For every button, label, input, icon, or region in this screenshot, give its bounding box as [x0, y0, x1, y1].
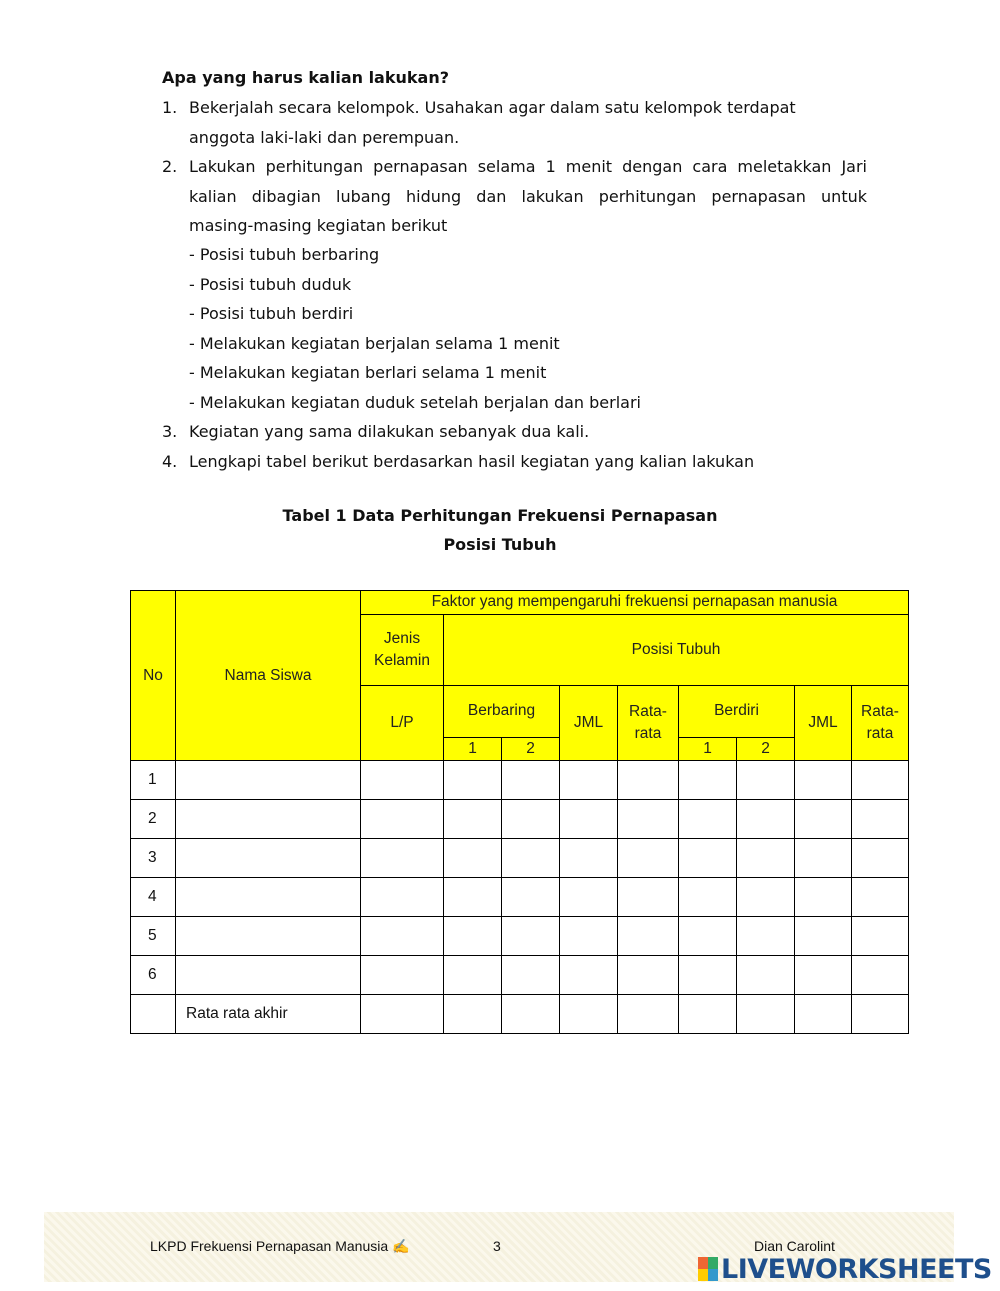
input-cell[interactable] [618, 878, 679, 917]
input-cell[interactable] [176, 878, 361, 917]
input-cell[interactable] [852, 995, 909, 1034]
input-cell[interactable] [737, 761, 795, 800]
input-cell[interactable] [361, 956, 444, 995]
sub-item: - Melakukan kegiatan duduk setelah berjalan dan berlari [189, 393, 641, 412]
input-cell[interactable] [444, 956, 502, 995]
input-cell[interactable] [502, 839, 560, 878]
input-cell[interactable] [618, 839, 679, 878]
input-cell[interactable] [618, 800, 679, 839]
step-text: Lengkapi tabel berikut berdasarkan hasil kegiatan yang kalian lakukan [189, 452, 755, 471]
row-number: 6 [131, 956, 176, 995]
row-label: Rata rata akhir [176, 995, 361, 1034]
sub-item: - Posisi tubuh duduk [189, 275, 352, 294]
header-berbaring-1: 1 [444, 738, 502, 761]
step-4 [162, 452, 754, 471]
table-row [131, 917, 909, 956]
step-3 [162, 422, 589, 441]
input-cell[interactable] [679, 800, 737, 839]
liveworksheets-logo [698, 1254, 992, 1285]
footer-title: LKPD Frekuensi Pernapasan Manusia ✍ [150, 1238, 410, 1254]
input-cell[interactable] [795, 956, 852, 995]
input-cell[interactable] [795, 800, 852, 839]
input-cell[interactable] [852, 878, 909, 917]
input-cell[interactable] [444, 995, 502, 1034]
input-cell[interactable] [361, 917, 444, 956]
header-rata-berbaring: Rata-rata [618, 686, 679, 761]
input-cell[interactable] [560, 800, 618, 839]
step-text: kalian dibagian lubang hidung dan lakukan perhitungan pernapasan untuk [189, 187, 867, 206]
input-cell[interactable] [502, 761, 560, 800]
input-cell[interactable] [679, 878, 737, 917]
input-cell[interactable] [444, 878, 502, 917]
input-cell[interactable] [560, 956, 618, 995]
input-cell[interactable] [361, 839, 444, 878]
step-number: 4. [162, 452, 178, 471]
table-row [131, 800, 909, 839]
input-cell[interactable] [444, 800, 502, 839]
sub-item: - Melakukan kegiatan berjalan selama 1 menit [189, 334, 560, 353]
input-cell[interactable] [737, 878, 795, 917]
instructions-heading: Apa yang harus kalian lakukan? [162, 68, 449, 87]
header-no: No [131, 591, 176, 761]
row-number: 1 [131, 761, 176, 800]
input-cell[interactable] [361, 761, 444, 800]
header-jml-berbaring: JML [560, 686, 618, 761]
input-cell[interactable] [795, 761, 852, 800]
input-cell[interactable] [176, 917, 361, 956]
input-cell[interactable] [795, 878, 852, 917]
input-cell[interactable] [361, 995, 444, 1034]
header-faktor: Faktor yang mempengaruhi frekuensi pernapasan manusia [361, 591, 909, 615]
row-number: 3 [131, 839, 176, 878]
table-body [131, 761, 909, 1034]
input-cell[interactable] [737, 800, 795, 839]
step-number: 1. [162, 98, 178, 117]
header-berdiri-2: 2 [737, 738, 795, 761]
input-cell[interactable] [176, 761, 361, 800]
input-cell[interactable] [444, 761, 502, 800]
input-cell[interactable] [737, 995, 795, 1034]
row-number: 2 [131, 800, 176, 839]
header-lp: L/P [361, 686, 444, 761]
input-cell[interactable] [737, 956, 795, 995]
input-cell[interactable] [795, 839, 852, 878]
step-2 [162, 157, 867, 176]
table-caption: Tabel 1 Data Perhitungan Frekuensi Pernapasan [282, 506, 718, 525]
sub-item: - Posisi tubuh berbaring [189, 245, 380, 264]
sub-item: - Posisi tubuh berdiri [189, 304, 354, 323]
table-row [131, 878, 909, 917]
footer-author: Dian Carolint [754, 1238, 835, 1254]
logo-text: LIVEWORKSHEETS [721, 1254, 992, 1285]
input-cell[interactable] [618, 995, 679, 1034]
step-text: masing-masing kegiatan berikut [189, 216, 448, 235]
input-cell[interactable] [679, 956, 737, 995]
header-jenis-kelamin: Jenis Kelamin [361, 615, 444, 686]
input-cell[interactable] [679, 761, 737, 800]
header-berdiri-1: 1 [679, 738, 737, 761]
logo-icon [698, 1257, 718, 1281]
row-number: 4 [131, 878, 176, 917]
input-cell[interactable] [502, 800, 560, 839]
step-text: Kegiatan yang sama dilakukan sebanyak dua kali. [189, 422, 590, 441]
input-cell[interactable] [679, 839, 737, 878]
input-cell[interactable] [560, 839, 618, 878]
data-table [130, 590, 909, 1034]
input-cell[interactable] [618, 761, 679, 800]
input-cell[interactable] [361, 878, 444, 917]
input-cell[interactable] [852, 917, 909, 956]
input-cell[interactable] [361, 800, 444, 839]
input-cell[interactable] [852, 839, 909, 878]
input-cell[interactable] [560, 995, 618, 1034]
table-row [131, 761, 909, 800]
header-berbaring: Berbaring [444, 686, 560, 738]
input-cell[interactable] [679, 995, 737, 1034]
input-cell[interactable] [618, 956, 679, 995]
input-cell[interactable] [618, 917, 679, 956]
input-cell[interactable] [560, 878, 618, 917]
footer-page-number: 3 [493, 1238, 501, 1254]
input-cell[interactable] [795, 995, 852, 1034]
input-cell[interactable] [176, 956, 361, 995]
step-text: Lakukan perhitungan pernapasan selama 1 menit dengan cara meletakkan Jari [189, 157, 867, 176]
row-number: 5 [131, 917, 176, 956]
header-berdiri: Berdiri [679, 686, 795, 738]
header-nama-siswa: Nama Siswa [176, 591, 361, 761]
table-row-average [131, 995, 909, 1034]
input-cell[interactable] [502, 956, 560, 995]
header-rata-berdiri: Rata-rata [852, 686, 909, 761]
input-cell[interactable] [852, 761, 909, 800]
input-cell[interactable] [502, 917, 560, 956]
step-number: 2. [162, 157, 178, 176]
input-cell[interactable] [795, 917, 852, 956]
header-berbaring-2: 2 [502, 738, 560, 761]
input-cell[interactable] [679, 917, 737, 956]
input-cell[interactable] [852, 956, 909, 995]
step-text: Bekerjalah secara kelompok. Usahakan agar dalam satu kelompok terdapat [189, 98, 796, 117]
input-cell[interactable] [444, 839, 502, 878]
header-jml-berdiri: JML [795, 686, 852, 761]
header-posisi-tubuh: Posisi Tubuh [444, 615, 909, 686]
row-number [131, 995, 176, 1034]
step-number: 3. [162, 422, 178, 441]
input-cell[interactable] [176, 800, 361, 839]
input-cell[interactable] [737, 917, 795, 956]
input-cell[interactable] [502, 878, 560, 917]
input-cell[interactable] [176, 839, 361, 878]
input-cell[interactable] [852, 800, 909, 839]
step-text: anggota laki-laki dan perempuan. [189, 128, 460, 147]
step-1 [162, 98, 796, 117]
table-row [131, 839, 909, 878]
input-cell[interactable] [502, 995, 560, 1034]
table-subcaption: Posisi Tubuh [443, 535, 557, 554]
input-cell[interactable] [560, 761, 618, 800]
sub-item: - Melakukan kegiatan berlari selama 1 menit [189, 363, 547, 382]
input-cell[interactable] [560, 917, 618, 956]
input-cell[interactable] [444, 917, 502, 956]
table-row [131, 956, 909, 995]
input-cell[interactable] [737, 839, 795, 878]
